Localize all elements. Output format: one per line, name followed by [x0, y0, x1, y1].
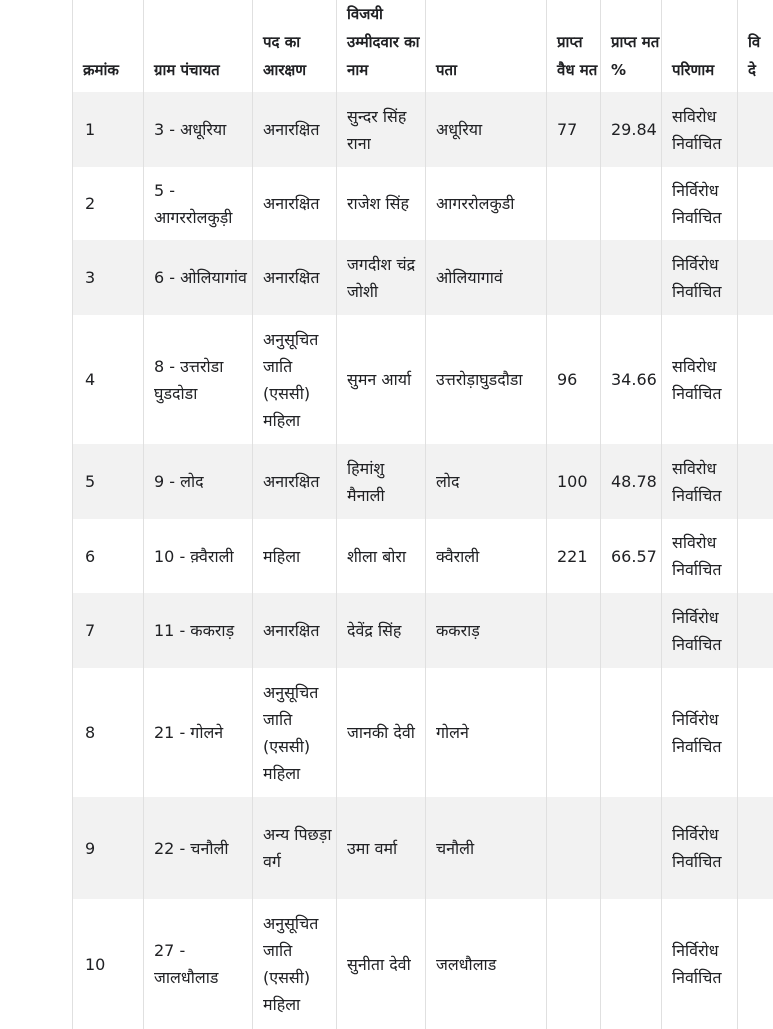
cell-valid-votes: 77: [547, 92, 601, 167]
cell-result: सविरोध निर्वाचित: [662, 315, 738, 444]
cell-reservation: अनुसूचित जाति (एससी) महिला: [253, 315, 337, 444]
cell-cut-off: [738, 899, 773, 1029]
cell-address: उत्तरोड़ाघुडदौडा: [426, 315, 547, 444]
cell-vote-percent: [601, 593, 662, 668]
cell-cut-off: [738, 167, 773, 240]
cell-gram-panchayat: 21 - गोलने: [144, 668, 253, 797]
results-table: [72, 0, 773, 1029]
cell-cut-off: [738, 593, 773, 668]
cell-address: आगररोलकुडी: [426, 167, 547, 240]
cell-result: निर्विरोध निर्वाचित: [662, 668, 738, 797]
header-vote-percent: प्राप्त मत %: [601, 0, 662, 92]
cell-valid-votes: 100: [547, 444, 601, 519]
table-row: [73, 315, 773, 444]
cell-result: सविरोध निर्वाचित: [662, 444, 738, 519]
cell-serial: 5: [73, 444, 144, 519]
cell-serial: 10: [73, 899, 144, 1029]
table-header-row: [73, 0, 773, 92]
cell-vote-percent: [601, 899, 662, 1029]
cell-address: जलधौलाड: [426, 899, 547, 1029]
cell-winner-name: सुनीता देवी: [337, 899, 426, 1029]
cell-address: लोद: [426, 444, 547, 519]
header-address: पता: [426, 0, 547, 92]
cell-cut-off: [738, 444, 773, 519]
cell-reservation: अनारक्षित: [253, 444, 337, 519]
cell-vote-percent: 48.78: [601, 444, 662, 519]
cell-cut-off: [738, 240, 773, 315]
cell-address: क्वैराली: [426, 519, 547, 593]
cell-valid-votes: [547, 240, 601, 315]
cell-vote-percent: [601, 797, 662, 899]
cell-serial: 8: [73, 668, 144, 797]
header-winner-name: विजयी उम्मीदवार का नाम: [337, 0, 426, 92]
cell-serial: 2: [73, 167, 144, 240]
header-serial: क्रमांक: [73, 0, 144, 92]
cell-cut-off: [738, 797, 773, 899]
cell-gram-panchayat: 5 - आगररोलकुड़ी: [144, 167, 253, 240]
cell-address: चनौली: [426, 797, 547, 899]
cell-winner-name: सुमन आर्या: [337, 315, 426, 444]
cell-cut-off: [738, 668, 773, 797]
cell-winner-name: राजेश सिंह: [337, 167, 426, 240]
cell-result: निर्विरोध निर्वाचित: [662, 167, 738, 240]
cell-winner-name: सुन्दर सिंह राना: [337, 92, 426, 167]
cell-reservation: अनुसूचित जाति (एससी) महिला: [253, 668, 337, 797]
table-row: [73, 444, 773, 519]
cell-gram-panchayat: 22 - चनौली: [144, 797, 253, 899]
header-cut-off: वि दे: [738, 0, 773, 92]
cell-vote-percent: 34.66: [601, 315, 662, 444]
cell-result: सविरोध निर्वाचित: [662, 92, 738, 167]
table-row: [73, 167, 773, 240]
cell-cut-off: [738, 315, 773, 444]
cell-vote-percent: [601, 240, 662, 315]
cell-serial: 1: [73, 92, 144, 167]
cell-gram-panchayat: 6 - ओलियागांव: [144, 240, 253, 315]
cell-winner-name: हिमांशु मैनाली: [337, 444, 426, 519]
cell-serial: 9: [73, 797, 144, 899]
table-row: [73, 519, 773, 593]
table-row: [73, 668, 773, 797]
cell-winner-name: शीला बोरा: [337, 519, 426, 593]
cell-cut-off: [738, 519, 773, 593]
table-row: [73, 797, 773, 899]
cell-serial: 6: [73, 519, 144, 593]
table-row: [73, 92, 773, 167]
cell-vote-percent: [601, 668, 662, 797]
header-valid-votes: प्राप्त वैध मत: [547, 0, 601, 92]
cell-serial: 4: [73, 315, 144, 444]
cell-reservation: अनारक्षित: [253, 92, 337, 167]
cell-result: निर्विरोध निर्वाचित: [662, 593, 738, 668]
cell-serial: 7: [73, 593, 144, 668]
cell-valid-votes: 221: [547, 519, 601, 593]
cell-winner-name: देवेंद्र सिंह: [337, 593, 426, 668]
cell-valid-votes: [547, 668, 601, 797]
cell-winner-name: उमा वर्मा: [337, 797, 426, 899]
cell-reservation: अनुसूचित जाति (एससी) महिला: [253, 899, 337, 1029]
cell-result: निर्विरोध निर्वाचित: [662, 899, 738, 1029]
cell-winner-name: जानकी देवी: [337, 668, 426, 797]
cell-vote-percent: [601, 167, 662, 240]
cell-gram-panchayat: 11 - ककराड़: [144, 593, 253, 668]
cell-address: अधूरिया: [426, 92, 547, 167]
header-result: परिणाम: [662, 0, 738, 92]
cell-valid-votes: [547, 899, 601, 1029]
cell-valid-votes: 96: [547, 315, 601, 444]
cell-gram-panchayat: 10 - क़्वैराली: [144, 519, 253, 593]
table-row: [73, 240, 773, 315]
cell-gram-panchayat: 8 - उत्तरोडा घुडदोडा: [144, 315, 253, 444]
cell-address: ओलियागावं: [426, 240, 547, 315]
cell-gram-panchayat: 3 - अधूरिया: [144, 92, 253, 167]
cell-reservation: अनारक्षित: [253, 240, 337, 315]
results-table-wrapper: [72, 0, 772, 1029]
cell-address: गोलने: [426, 668, 547, 797]
table-row: [73, 593, 773, 668]
cell-serial: 3: [73, 240, 144, 315]
cell-cut-off: [738, 92, 773, 167]
cell-gram-panchayat: 9 - लोद: [144, 444, 253, 519]
cell-vote-percent: 66.57: [601, 519, 662, 593]
cell-winner-name: जगदीश चंद्र जोशी: [337, 240, 426, 315]
cell-reservation: अनारक्षित: [253, 167, 337, 240]
header-reservation: पद का आरक्षण: [253, 0, 337, 92]
header-gram-panchayat: ग्राम पंचायत: [144, 0, 253, 92]
cell-valid-votes: [547, 593, 601, 668]
cell-valid-votes: [547, 797, 601, 899]
cell-reservation: अन्य पिछड़ा वर्ग: [253, 797, 337, 899]
cell-reservation: अनारक्षित: [253, 593, 337, 668]
cell-valid-votes: [547, 167, 601, 240]
cell-gram-panchayat: 27 - जालधौलाड: [144, 899, 253, 1029]
cell-address: ककराड़: [426, 593, 547, 668]
cell-result: निर्विरोध निर्वाचित: [662, 797, 738, 899]
cell-vote-percent: 29.84: [601, 92, 662, 167]
cell-reservation: महिला: [253, 519, 337, 593]
cell-result: सविरोध निर्वाचित: [662, 519, 738, 593]
table-row: [73, 899, 773, 1029]
cell-result: निर्विरोध निर्वाचित: [662, 240, 738, 315]
